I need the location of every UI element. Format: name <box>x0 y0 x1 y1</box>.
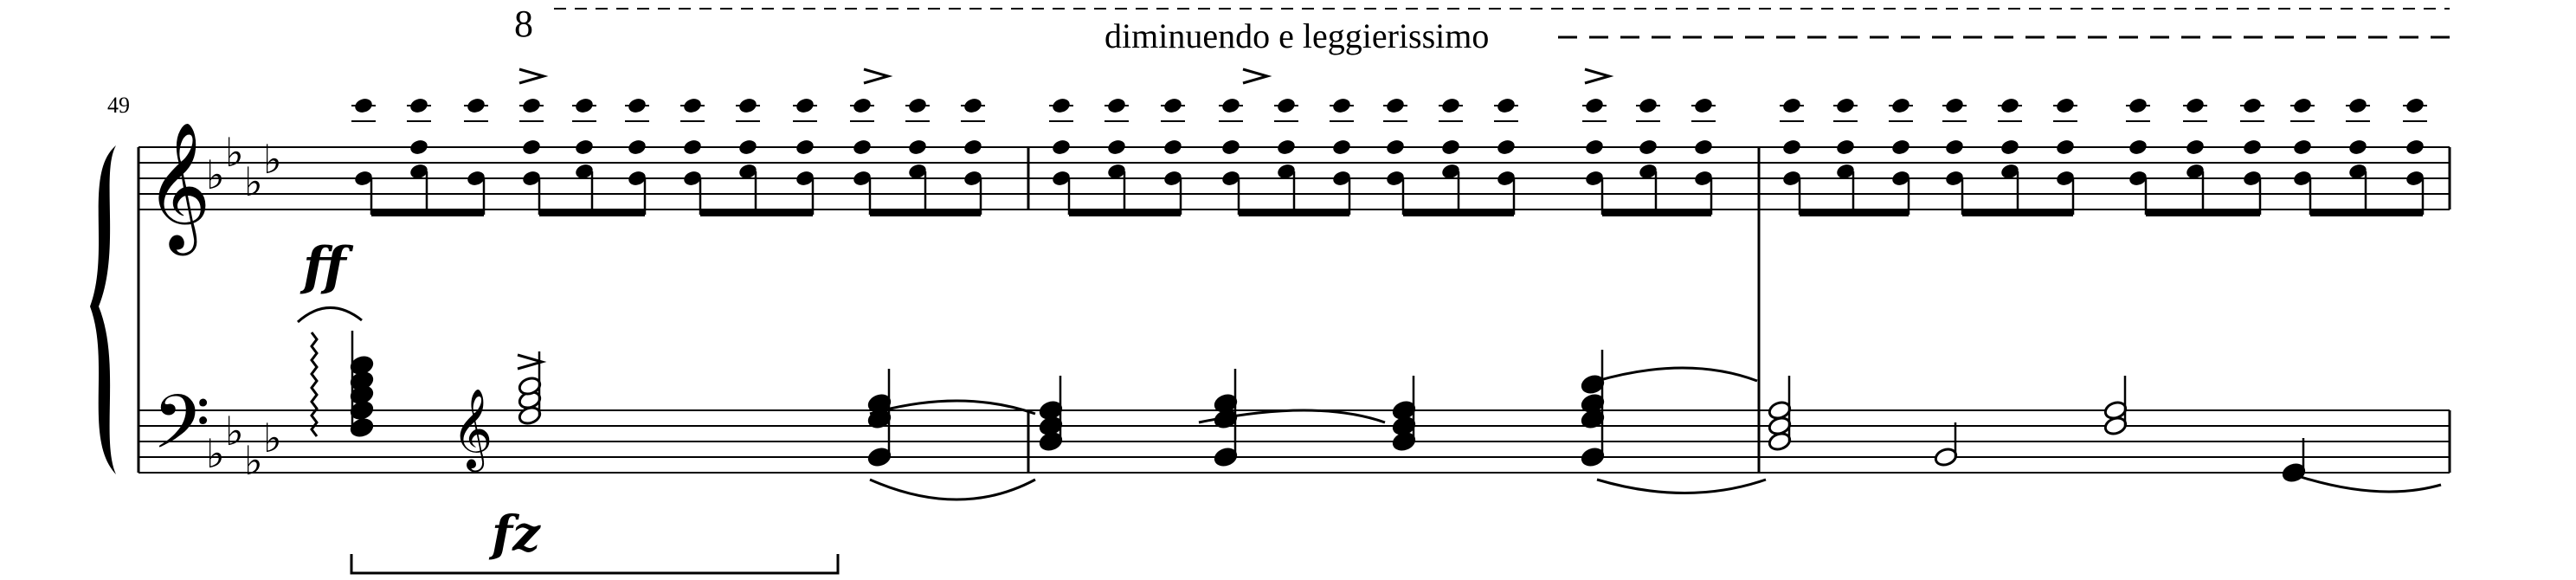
notehead <box>1944 139 1965 157</box>
notehead <box>1106 139 1127 157</box>
svg-text:𝄞: 𝄞 <box>145 121 211 250</box>
notehead <box>1584 139 1605 157</box>
notehead <box>737 139 758 157</box>
accent-marks <box>519 69 1609 83</box>
notehead <box>574 139 595 157</box>
dynamic-ff: ff <box>303 236 346 297</box>
beam <box>700 209 813 216</box>
expression-text: diminuendo e leggierissimo <box>1104 16 1490 55</box>
accent-mark <box>1585 69 1609 83</box>
notehead <box>1276 139 1297 157</box>
svg-text:𝄞: 𝄞 <box>452 388 493 468</box>
notehead <box>521 139 542 157</box>
grand-staff-brace <box>90 145 116 474</box>
svg-text:♭: ♭ <box>263 415 282 461</box>
ties <box>870 368 2441 499</box>
notehead <box>1051 139 1072 157</box>
measure-number: 49 <box>107 93 130 118</box>
beam <box>1962 209 2073 216</box>
beam <box>1239 209 1349 216</box>
notehead <box>2128 139 2148 157</box>
accent-mark <box>864 69 888 83</box>
slur-ff <box>298 307 362 322</box>
notehead <box>1440 139 1461 157</box>
notehead <box>1890 139 1911 157</box>
beam <box>539 209 645 216</box>
beam <box>2310 209 2423 216</box>
notehead <box>1385 139 1406 157</box>
notehead <box>963 139 983 157</box>
notehead <box>1693 139 1714 157</box>
notehead <box>2055 139 2076 157</box>
svg-text:♭: ♭ <box>206 430 225 477</box>
notehead <box>1331 139 1352 157</box>
treble-beams <box>371 209 2423 216</box>
bass-clef-icon <box>152 378 210 484</box>
notehead <box>852 139 873 157</box>
svg-text:♭: ♭ <box>225 408 244 454</box>
svg-text:♭: ♭ <box>263 136 282 183</box>
svg-text:♭: ♭ <box>225 129 244 176</box>
notehead <box>1496 139 1517 157</box>
svg-text:♭: ♭ <box>206 151 225 198</box>
beam <box>2146 209 2260 216</box>
notehead <box>2292 139 2313 157</box>
treble-notes <box>351 97 2427 215</box>
notehead <box>1781 139 1802 157</box>
notehead <box>627 139 647 157</box>
bracket-line <box>351 554 838 573</box>
notehead <box>2000 139 2020 157</box>
beam <box>1800 209 1909 216</box>
svg-text:♭: ♭ <box>244 158 263 205</box>
notehead <box>2242 139 2263 157</box>
bass-chords <box>350 331 2306 483</box>
beam <box>870 209 981 216</box>
notehead <box>1220 139 1241 157</box>
notehead <box>2185 139 2206 157</box>
notehead <box>682 139 703 157</box>
notehead <box>1638 139 1658 157</box>
notehead <box>795 139 815 157</box>
beam <box>1403 209 1514 216</box>
notehead <box>2405 139 2425 157</box>
dynamic-fz: fz <box>492 506 540 563</box>
treble-clef-icon <box>145 121 211 255</box>
beam <box>1069 209 1181 216</box>
accent-mark <box>1243 69 1267 83</box>
notehead <box>1835 139 1856 157</box>
arpeggio-line <box>312 332 317 436</box>
bass-treble-clef-icon <box>452 388 493 472</box>
notehead <box>409 139 429 157</box>
notehead <box>1162 139 1183 157</box>
accent-mark <box>519 69 544 83</box>
notehead <box>907 139 928 157</box>
beam <box>371 209 484 216</box>
svg-text:♭: ♭ <box>244 437 263 484</box>
svg-text:𝄢: 𝄢 <box>152 378 210 484</box>
ottava-marking: 8 <box>514 3 533 45</box>
beam <box>1602 209 1711 216</box>
notehead <box>2347 139 2368 157</box>
